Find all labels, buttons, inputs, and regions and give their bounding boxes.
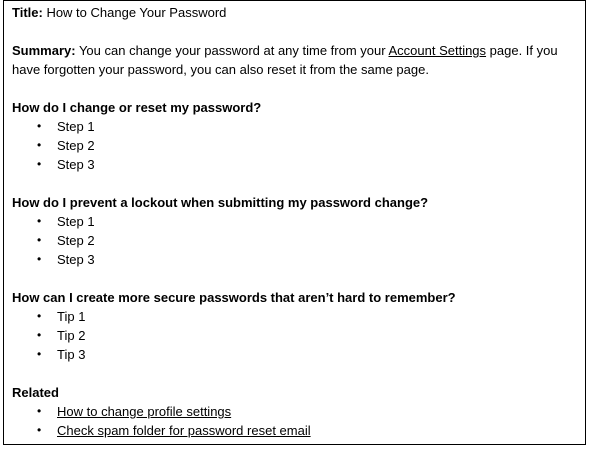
summary-label: Summary: [12,43,76,58]
spacer [12,174,582,193]
list-item-label: Tip 2 [57,328,86,343]
document-content [12,3,582,440]
spacer [12,364,582,383]
spacer [12,269,582,288]
bullet-icon: • [37,328,42,342]
list-item-label: Step 3 [57,252,95,267]
list-item [12,136,582,155]
section-heading-secure-passwords: How can I create more secure passwords that aren’t hard to remember? [12,290,456,305]
summary-text-before: You can change your password at any time from your [75,43,389,58]
list-item [12,345,582,364]
bullet-icon: • [37,404,42,418]
list-item [12,231,582,250]
related-link-spam-folder[interactable]: Check spam folder for password reset email [57,423,311,438]
section-list-change-reset [12,117,582,174]
document-frame [3,0,586,445]
list-item [12,326,582,345]
bullet-icon: • [37,423,42,437]
list-item-label: Step 3 [57,157,95,172]
bullet-icon: • [37,309,42,323]
list-item [12,307,582,326]
list-item-label: Tip 1 [57,309,86,324]
section-heading-change-reset: How do I change or reset my password? [12,100,262,115]
title-value: How to Change Your Password [42,5,227,20]
list-item-label: Step 1 [57,119,95,134]
bullet-icon: • [37,347,42,361]
spacer [12,79,582,98]
list-item-label: Step 2 [57,233,95,248]
list-item [12,155,582,174]
list-item-label: Step 2 [57,138,95,153]
summary-text-after: page. If you have forgotten your password, you can also reset it from the same page. [12,43,558,77]
bullet-icon: • [37,252,42,266]
section-list-prevent-lockout [12,212,582,269]
bullet-icon: • [37,214,42,228]
title-line [12,3,582,22]
related-link-item [12,421,582,440]
related-link-profile-settings[interactable]: How to change profile settings [57,404,232,419]
list-item [12,250,582,269]
bullet-icon: • [37,119,42,133]
account-settings-link[interactable]: Account Settings [388,43,487,58]
related-heading: Related [12,385,59,400]
bullet-icon: • [37,157,42,171]
related-links-list [12,402,582,440]
spacer [12,22,582,41]
summary-paragraph [12,41,582,79]
section-list-secure-passwords [12,307,582,364]
bullet-icon: • [37,138,42,152]
list-item-label: Tip 3 [57,347,86,362]
title-label: Title: [12,5,43,20]
related-link-item [12,402,582,421]
list-item [12,117,582,136]
list-item [12,212,582,231]
list-item-label: Step 1 [57,214,95,229]
bullet-icon: • [37,233,42,247]
section-heading-prevent-lockout: How do I prevent a lockout when submitting my password change? [12,195,429,210]
